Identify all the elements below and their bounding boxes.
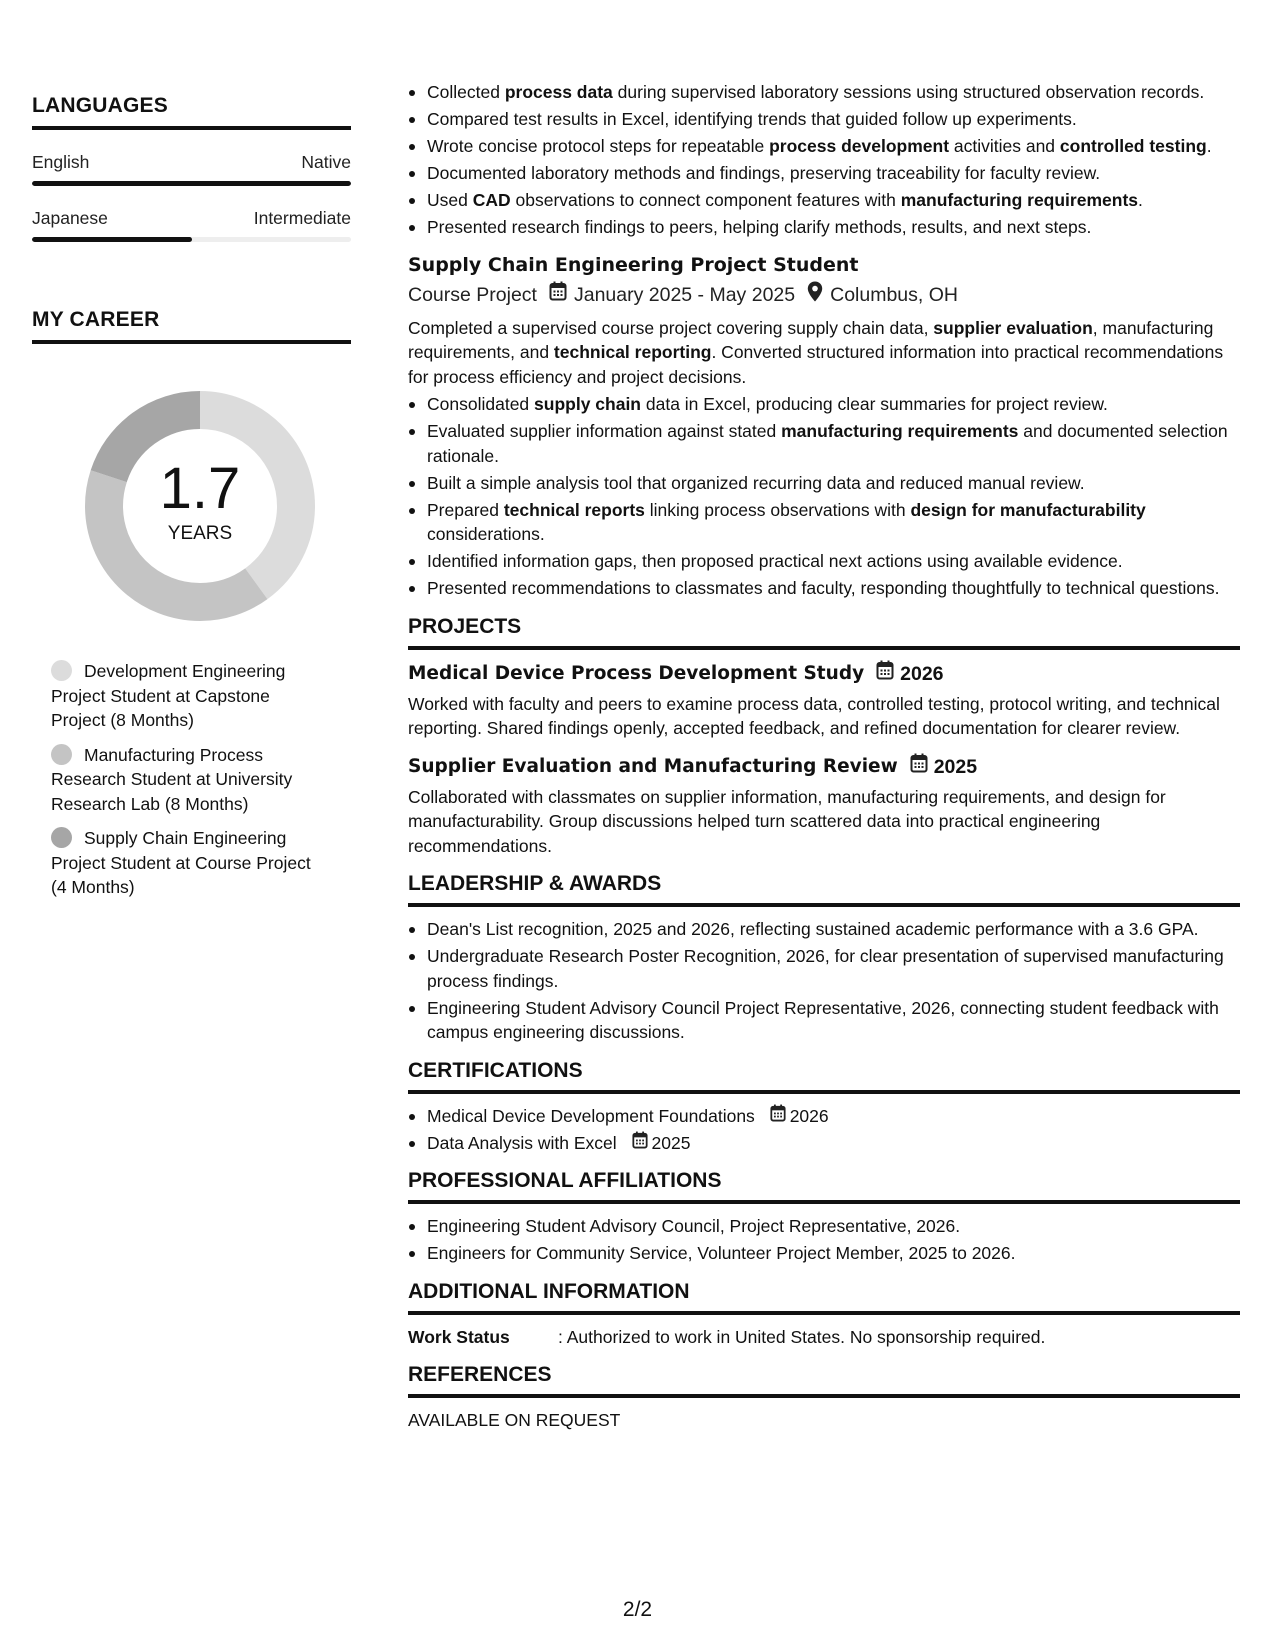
leadership-heading: LEADERSHIP & AWARDS <box>408 870 1240 907</box>
job-summary: Completed a supervised course project covering supply chain data, supplier evaluation, manufacturing requirements, and technical reporting. Converted structured information into practical recommendations for process efficiency and project decisions. <box>408 317 1224 387</box>
bullet-item: Dean's List recognition, 2025 and 2026, reflecting sustained academic performance with a 3.6 GPA. <box>408 917 1240 942</box>
project-title-row <box>408 753 1240 781</box>
references-heading: REFERENCES <box>408 1361 1240 1398</box>
bullet-item: Built a simple analysis tool that organized recurring data and reduced manual review. <box>408 471 1240 496</box>
previous-job-bullets <box>408 80 1240 240</box>
affiliations-heading: PROFESSIONAL AFFILIATIONS <box>408 1167 1240 1204</box>
language-level: Intermediate <box>253 208 351 228</box>
affiliations-list <box>408 1214 1240 1266</box>
additional-info-heading: ADDITIONAL INFORMATION <box>408 1278 1240 1315</box>
bullet-item: Collected process data during supervised laboratory sessions using structured observation records. <box>408 80 1240 105</box>
certifications-list <box>408 1104 1240 1156</box>
bullet-item: Engineers for Community Service, Volunteer Project Member, 2025 to 2026. <box>408 1241 1240 1266</box>
language-name: English <box>32 152 90 172</box>
project-description: Worked with faculty and peers to examine process data, controlled testing, protocol writing, and technical reporting. Shared findings openly, accepted feedback, and refined documentation for clearer review. <box>408 693 1220 738</box>
job-organization: Course Project <box>408 284 537 306</box>
project-name: Medical Device Process Development Study <box>408 662 865 684</box>
career-legend-label: Development Engineering Project Student at Capstone Project (8 Months) <box>51 661 286 730</box>
language-proficiency-bar <box>32 237 351 242</box>
certification-name: Data Analysis with Excel <box>427 1132 617 1153</box>
career-legend-item <box>51 826 321 900</box>
calendar-icon <box>770 1104 786 1129</box>
career-donut-chart <box>80 386 320 626</box>
bullet-item: Engineering Student Advisory Council Project Representative, 2026, connecting student feedback with campus engineering discussions. <box>408 996 1240 1045</box>
bullet-item: Wrote concise protocol steps for repeatable process development activities and controlled testing. <box>408 134 1240 159</box>
map-pin-icon <box>807 281 823 310</box>
career-unit: YEARS <box>167 523 233 544</box>
project-year: 2026 <box>900 662 944 685</box>
language-item <box>32 152 351 186</box>
main-content <box>408 80 1240 1433</box>
references-text: AVAILABLE ON REQUEST <box>408 1410 621 1430</box>
bullet-item: Used CAD observations to connect component features with manufacturing requirements. <box>408 188 1240 213</box>
bullet-item: Identified information gaps, then proposed practical next actions using available evidence. <box>408 549 1240 574</box>
project-name: Supplier Evaluation and Manufacturing Review <box>408 755 898 777</box>
career-legend-label: Supply Chain Engineering Project Student at Course Project (4 Months) <box>51 828 311 897</box>
bullet-item: Compared test results in Excel, identifying trends that guided follow up experiments. <box>408 107 1240 132</box>
career-legend <box>51 659 321 900</box>
calendar-icon <box>549 281 567 309</box>
certification-item <box>408 1131 1240 1156</box>
project-description: Collaborated with classmates on supplier information, manufacturing requirements, and design for manufacturability. Group discussions helped turn scattered data into practical engineering recommendations. <box>408 786 1166 856</box>
calendar-icon <box>632 1131 648 1156</box>
projects-heading: PROJECTS <box>408 613 1240 650</box>
job-dates: January 2025 - May 2025 <box>573 284 796 306</box>
project-item <box>408 753 1240 859</box>
certification-item <box>408 1104 1240 1129</box>
job-bullets <box>408 392 1240 601</box>
career-legend-item <box>51 743 321 817</box>
language-name: Japanese <box>32 208 108 228</box>
bullet-item: Evaluated supplier information against stated manufacturing requirements and documented selection rationale. <box>408 419 1240 468</box>
language-proficiency-fill <box>32 181 351 186</box>
project-title-row <box>408 660 1240 688</box>
certifications-heading: CERTIFICATIONS <box>408 1057 1240 1094</box>
work-status-value: : Authorized to work in United States. No sponsorship required. <box>558 1326 1046 1347</box>
bullet-item: Documented laboratory methods and findings, preserving traceability for faculty review. <box>408 161 1240 186</box>
work-status-row <box>408 1325 1240 1350</box>
language-item <box>32 208 351 242</box>
calendar-icon <box>876 660 894 688</box>
bullet-item: Engineering Student Advisory Council, Project Representative, 2026. <box>408 1214 1240 1239</box>
career-heading: MY CAREER <box>32 308 351 344</box>
bullet-item: Presented recommendations to classmates and faculty, responding thoughtfully to technical questions. <box>408 576 1240 601</box>
job-location: Columbus, OH <box>830 284 958 306</box>
bullet-item: Consolidated supply chain data in Excel, producing clear summaries for project review. <box>408 392 1240 417</box>
career-legend-label: Manufacturing Process Research Student at University Research Lab (8 Months) <box>51 744 293 814</box>
job-title: Supply Chain Engineering Project Student <box>408 253 859 276</box>
bullet-item: Undergraduate Research Poster Recognition, 2026, for clear presentation of supervised manufacturing process findings. <box>408 944 1240 993</box>
language-proficiency-bar <box>32 181 351 186</box>
bullet-item: Prepared technical reports linking process observations with design for manufacturability considerations. <box>408 498 1240 547</box>
calendar-icon <box>910 753 928 781</box>
career-total: 1.7 <box>159 456 241 521</box>
project-year: 2025 <box>933 755 978 778</box>
career-legend-item <box>51 659 321 733</box>
legend-dot <box>51 827 72 848</box>
languages-heading: LANGUAGES <box>32 94 351 130</box>
certification-year: 2025 <box>651 1132 691 1153</box>
bullet-item: Presented research findings to peers, helping clarify methods, results, and next steps. <box>408 215 1240 240</box>
leadership-list <box>408 917 1240 1045</box>
certification-name: Medical Device Development Foundations <box>427 1105 755 1126</box>
legend-dot <box>51 744 72 765</box>
project-item <box>408 660 1240 741</box>
language-level: Native <box>301 152 351 172</box>
certification-year: 2026 <box>789 1105 829 1126</box>
work-status-label: Work Status <box>408 1326 510 1347</box>
legend-dot <box>51 660 72 681</box>
job-meta <box>408 281 1240 310</box>
language-proficiency-fill <box>32 237 192 242</box>
page-number: 2/2 <box>622 1598 653 1621</box>
sidebar <box>32 94 351 910</box>
